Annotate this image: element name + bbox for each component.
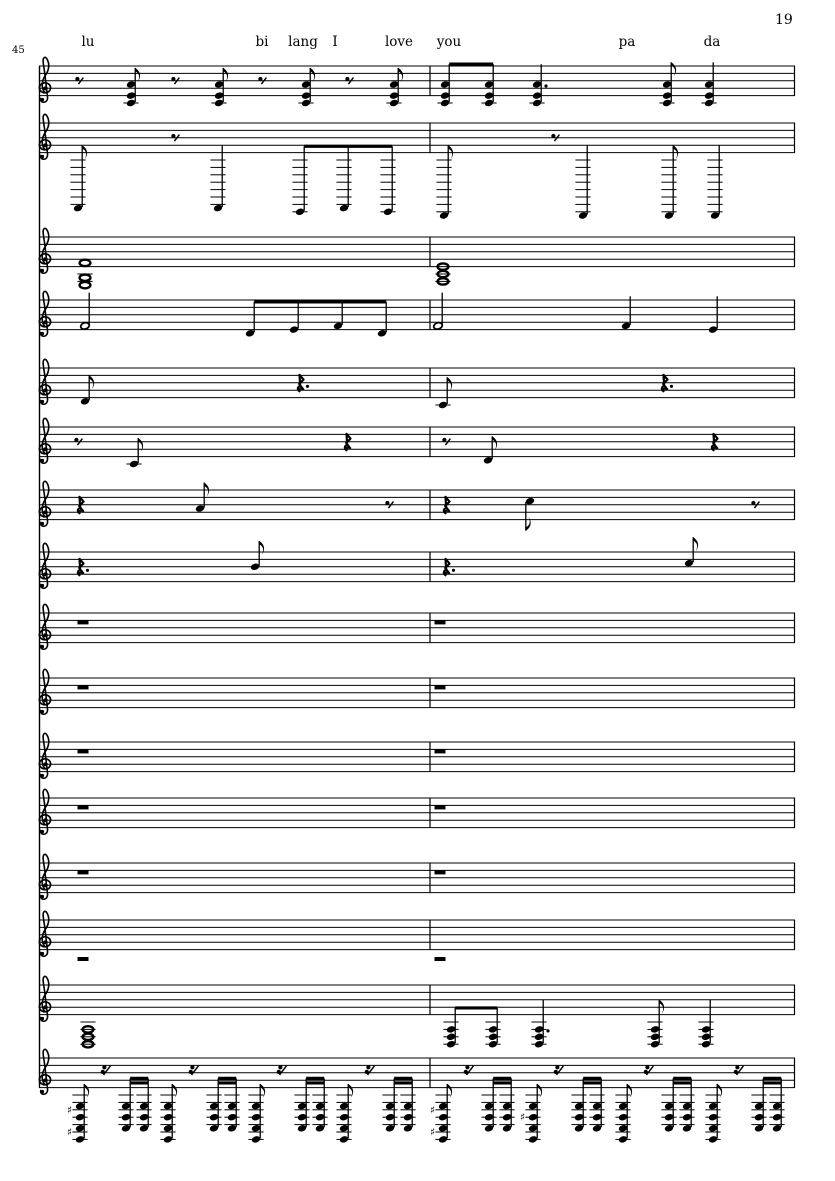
lyric-syllable: I [332,34,338,50]
lyric-syllable: love [384,34,414,50]
staff-14 [39,911,795,961]
staff-12 [39,789,795,834]
sharp-accidental: ♯ [430,1126,436,1139]
staff-8 [39,537,795,588]
staff-3 [39,228,795,288]
page-number: 19 [775,12,793,28]
lyric-syllable: pa [618,34,636,50]
lyric-syllable: lang [288,34,318,50]
lyric-syllable: you [436,34,462,50]
staff-4 [39,291,795,337]
staff-16 [39,1049,795,1143]
staff-13 [39,854,795,899]
sharp-accidental: ♯ [430,1104,436,1117]
staff-1 [39,57,795,107]
lyric-syllable: lu [81,34,95,50]
sharp-accidental: ♯ [67,1126,73,1139]
sharp-accidental: ♯ [520,1111,526,1124]
staff-15 [39,976,795,1048]
sharp-accidental: ♯ [67,1104,73,1117]
staff-9 [39,604,795,649]
lyric-syllable: da [703,34,721,50]
staff-7 [39,481,795,530]
staff-10 [39,669,795,714]
staff-11 [39,733,795,778]
staff-2 [39,114,795,219]
staff-6 [39,418,795,468]
staff-5 [39,359,795,409]
measure-number: 45 [12,45,25,56]
lyric-syllable: bi [255,34,269,50]
